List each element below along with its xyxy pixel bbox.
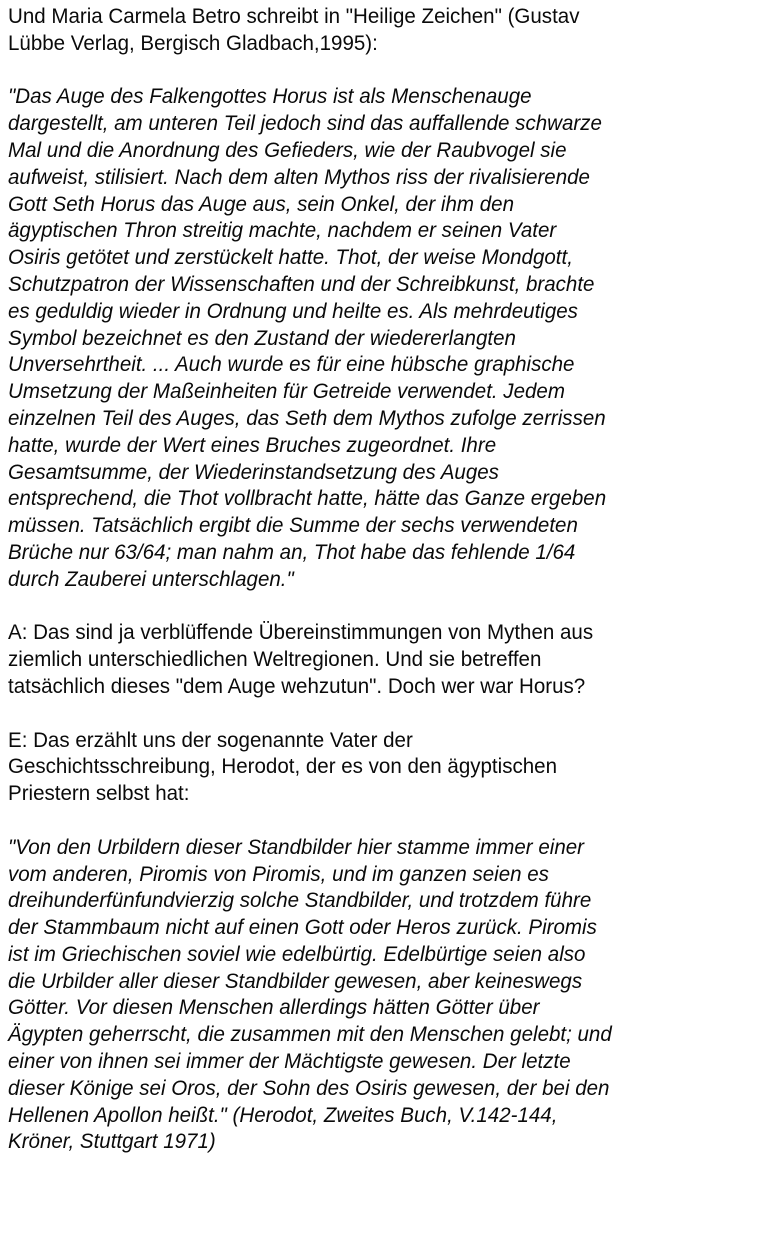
answer-e-paragraph	[8, 727, 734, 807]
text-line: Brüche nur 63/64; man nahm an, Thot habe das fehlende 1/64	[8, 539, 576, 564]
text-line: Ägypten geherrscht, die zusammen mit den Menschen gelebt; und	[8, 1022, 612, 1047]
text-line: ist im Griechischen soviel wie edelbürtig. Edelbürtige seien also	[8, 941, 586, 966]
text-line: einer von ihnen sei immer der Mächtigste gewesen. Der letzte	[8, 1049, 571, 1074]
text-line: tatsächlich dieses "dem Auge wehzutun". Doch wer war Horus?	[8, 673, 586, 698]
text-line: Gott Seth Horus das Auge aus, sein Onkel, der ihm den	[8, 191, 514, 216]
text-line: Und Maria Carmela Betro schreibt in "Heilige Zeichen" (Gustav	[8, 4, 580, 28]
text-line: Götter. Vor diesen Menschen allerdings hätten Götter über	[8, 995, 540, 1020]
text-line: E: Das erzählt uns der sogenannte Vater der	[8, 727, 413, 752]
text-line: Symbol bezeichnet es den Zustand der wiedererlangten	[8, 325, 516, 350]
text-line: Umsetzung der Maßeinheiten für Getreide verwendet. Jedem	[8, 379, 565, 404]
question-a-paragraph	[8, 619, 734, 699]
text-line: Osiris getötet und zerstückelt hatte. Thot, der weise Mondgott,	[8, 245, 573, 270]
text-line: Priestern selbst hat:	[8, 781, 190, 806]
text-line: müssen. Tatsächlich ergibt die Summe der sechs verwendeten	[8, 513, 578, 538]
text-line: dieser Könige sei Oros, der Sohn des Osiris gewesen, der bei den	[8, 1075, 610, 1100]
text-line: es geduldig wieder in Ordnung und heilte es. Als mehrdeutiges	[8, 298, 578, 323]
text-line: entsprechend, die Thot vollbracht hatte, hätte das Ganze ergeben	[8, 486, 607, 511]
text-line: der Stammbaum nicht auf einen Gott oder Heros zurück. Piromis	[8, 915, 597, 940]
text-line: A: Das sind ja verblüffende Übereinstimmungen von Mythen aus	[8, 620, 594, 645]
text-line: Geschichtsschreibung, Herodot, der es von den ägyptischen	[8, 754, 558, 779]
text-line: ziemlich unterschiedlichen Weltregionen. Und sie betreffen	[8, 647, 542, 672]
text-line: "Von den Urbildern dieser Standbilder hier stamme immer einer	[8, 834, 584, 859]
document-page	[8, 3, 734, 1182]
text-line: dargestellt, am unteren Teil jedoch sind das auffallende schwarze	[8, 111, 602, 136]
text-line: aufweist, stilisiert. Nach dem alten Mythos riss der rivalisierende	[8, 164, 590, 189]
betro-quote	[8, 83, 734, 592]
text-line: Mal und die Anordnung des Gefieders, wie der Raubvogel sie	[8, 137, 567, 162]
text-line: dreihunderfünfundvierzig solche Standbilder, und trotzdem führe	[8, 888, 592, 913]
text-line: durch Zauberei unterschlagen."	[8, 566, 294, 591]
herodot-quote	[8, 834, 734, 1156]
text-line: einzelnen Teil des Auges, das Seth dem Mythos zufolge zerrissen	[8, 405, 606, 430]
text-line: Gesamtsumme, der Wiederinstandsetzung des Auges	[8, 459, 499, 484]
text-line: Unversehrtheit. ... Auch wurde es für eine hübsche graphische	[8, 352, 575, 377]
text-line: Lübbe Verlag, Bergisch Gladbach,1995):	[8, 30, 378, 55]
text-line: ägyptischen Thron streitig machte, nachdem er seinen Vater	[8, 218, 557, 243]
intro-paragraph	[8, 3, 734, 57]
text-line: vom anderen, Piromis von Piromis, und im ganzen seien es	[8, 861, 549, 886]
text-line: Hellenen Apollon heißt." (Herodot, Zweites Buch, V.142-144,	[8, 1102, 558, 1127]
text-line: hatte, wurde der Wert eines Bruches zugeordnet. Ihre	[8, 432, 497, 457]
text-line: Schutzpatron der Wissenschaften und der Schreibkunst, brachte	[8, 271, 595, 296]
text-line: "Das Auge des Falkengottes Horus ist als Menschenauge	[8, 84, 532, 109]
text-line: Kröner, Stuttgart 1971)	[8, 1129, 216, 1154]
text-line: die Urbilder aller dieser Standbilder gewesen, aber keineswegs	[8, 968, 583, 993]
